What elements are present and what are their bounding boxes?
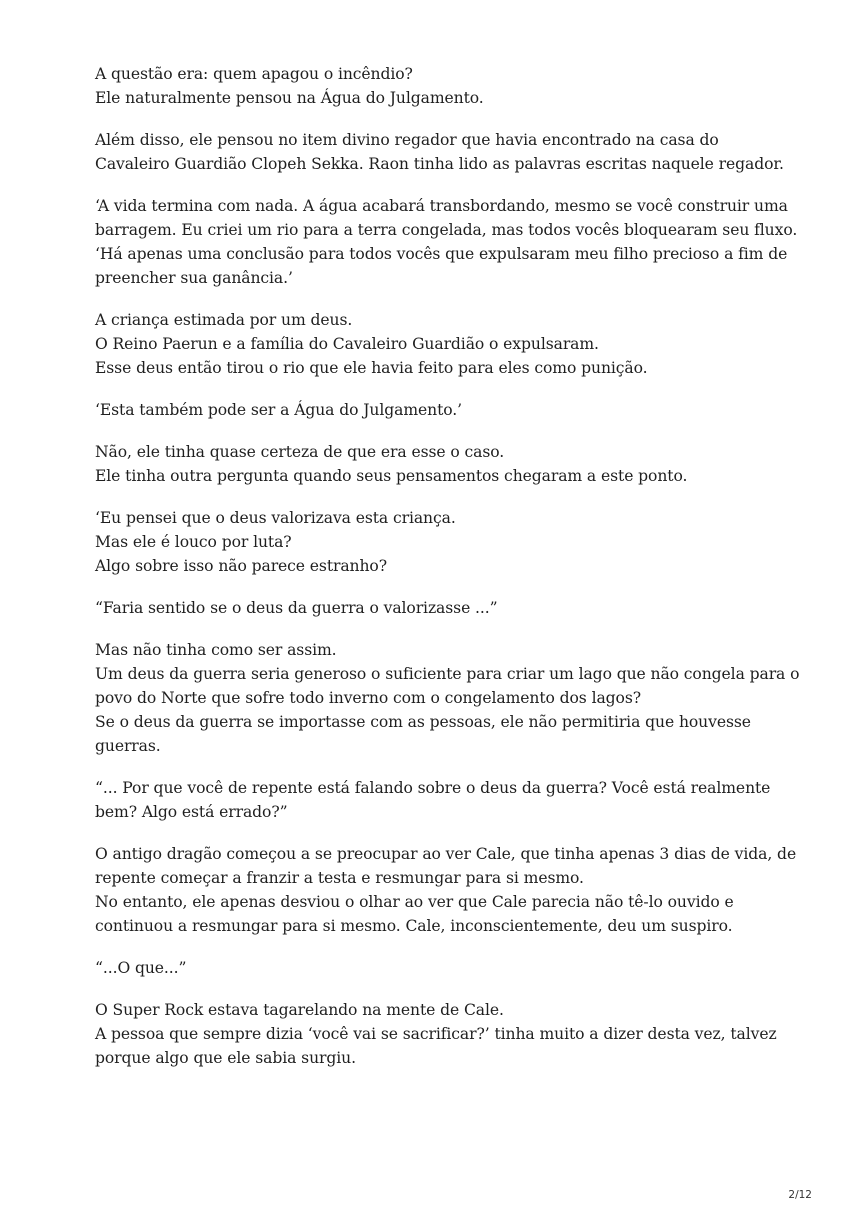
text-line: A questão era: quem apagou o incêndio? <box>95 65 413 83</box>
paragraph <box>95 638 800 758</box>
text-line: O Super Rock estava tagarelando na mente de Cale. <box>95 1001 504 1019</box>
text-line: Algo sobre isso não parece estranho? <box>95 557 387 575</box>
paragraph <box>95 398 795 422</box>
text-line: Um deus da guerra seria generoso o suficiente para criar um lago que não congela para o <box>95 665 800 683</box>
paragraph <box>95 308 795 380</box>
text-line: A criança estimada por um deus. <box>95 311 353 329</box>
text-line: ‘Esta também pode ser a Água do Julgamento.’ <box>95 401 462 419</box>
text-line: “Faria sentido se o deus da guerra o valorizasse ...” <box>95 599 498 617</box>
text-line: A pessoa que sempre dizia ‘você vai se sacrificar?’ tinha muito a dizer desta vez, talvez <box>95 1025 777 1043</box>
paragraph <box>95 956 795 980</box>
paragraph <box>95 596 795 620</box>
text-line: O Reino Paerun e a família do Cavaleiro Guardião o expulsaram. <box>95 335 599 353</box>
paragraph <box>95 128 795 176</box>
text-line: ‘Há apenas uma conclusão para todos vocês que expulsaram meu filho precioso a fim de <box>95 245 788 263</box>
text-line: porque algo que ele sabia surgiu. <box>95 1049 356 1067</box>
document-page <box>95 62 800 1088</box>
text-line: guerras. <box>95 737 161 755</box>
paragraph <box>95 440 795 488</box>
text-line: No entanto, ele apenas desviou o olhar ao ver que Cale parecia não tê-lo ouvido e <box>95 893 734 911</box>
text-line: Mas não tinha como ser assim. <box>95 641 337 659</box>
page-number: 2/12 <box>788 1189 812 1201</box>
text-line: Esse deus então tirou o rio que ele havia feito para eles como punição. <box>95 359 648 377</box>
paragraph <box>95 506 795 578</box>
text-line: continuou a resmungar para si mesmo. Cale, inconscientemente, deu um suspiro. <box>95 917 733 935</box>
paragraph <box>95 776 795 824</box>
paragraph <box>95 842 795 938</box>
text-line: “... Por que você de repente está falando sobre o deus da guerra? Você está realmente <box>95 779 771 797</box>
text-line: povo do Norte que sofre todo inverno com o congelamento dos lagos? <box>95 689 641 707</box>
text-line: Cavaleiro Guardião Clopeh Sekka. Raon tinha lido as palavras escritas naquele regador. <box>95 155 784 173</box>
text-line: ‘A vida termina com nada. A água acabará transbordando, mesmo se você construir uma <box>95 197 788 215</box>
text-line: bem? Algo está errado?” <box>95 803 288 821</box>
text-line: Ele naturalmente pensou na Água do Julgamento. <box>95 89 484 107</box>
text-line: Se o deus da guerra se importasse com as pessoas, ele não permitiria que houvesse <box>95 713 751 731</box>
paragraph <box>95 194 798 290</box>
text-line: Mas ele é louco por luta? <box>95 533 292 551</box>
text-line: “...O que...” <box>95 959 187 977</box>
text-line: repente começar a franzir a testa e resmungar para si mesmo. <box>95 869 584 887</box>
text-line: barragem. Eu criei um rio para a terra congelada, mas todos vocês bloquearam seu fluxo. <box>95 221 798 239</box>
text-line: Ele tinha outra pergunta quando seus pensamentos chegaram a este ponto. <box>95 467 688 485</box>
paragraph <box>95 998 795 1070</box>
text-line: ‘Eu pensei que o deus valorizava esta criança. <box>95 509 456 527</box>
text-line: Não, ele tinha quase certeza de que era esse o caso. <box>95 443 505 461</box>
text-line: preencher sua ganância.’ <box>95 269 293 287</box>
text-line: O antigo dragão começou a se preocupar ao ver Cale, que tinha apenas 3 dias de vida, de <box>95 845 797 863</box>
paragraph <box>95 62 795 110</box>
text-line: Além disso, ele pensou no item divino regador que havia encontrado na casa do <box>95 131 719 149</box>
